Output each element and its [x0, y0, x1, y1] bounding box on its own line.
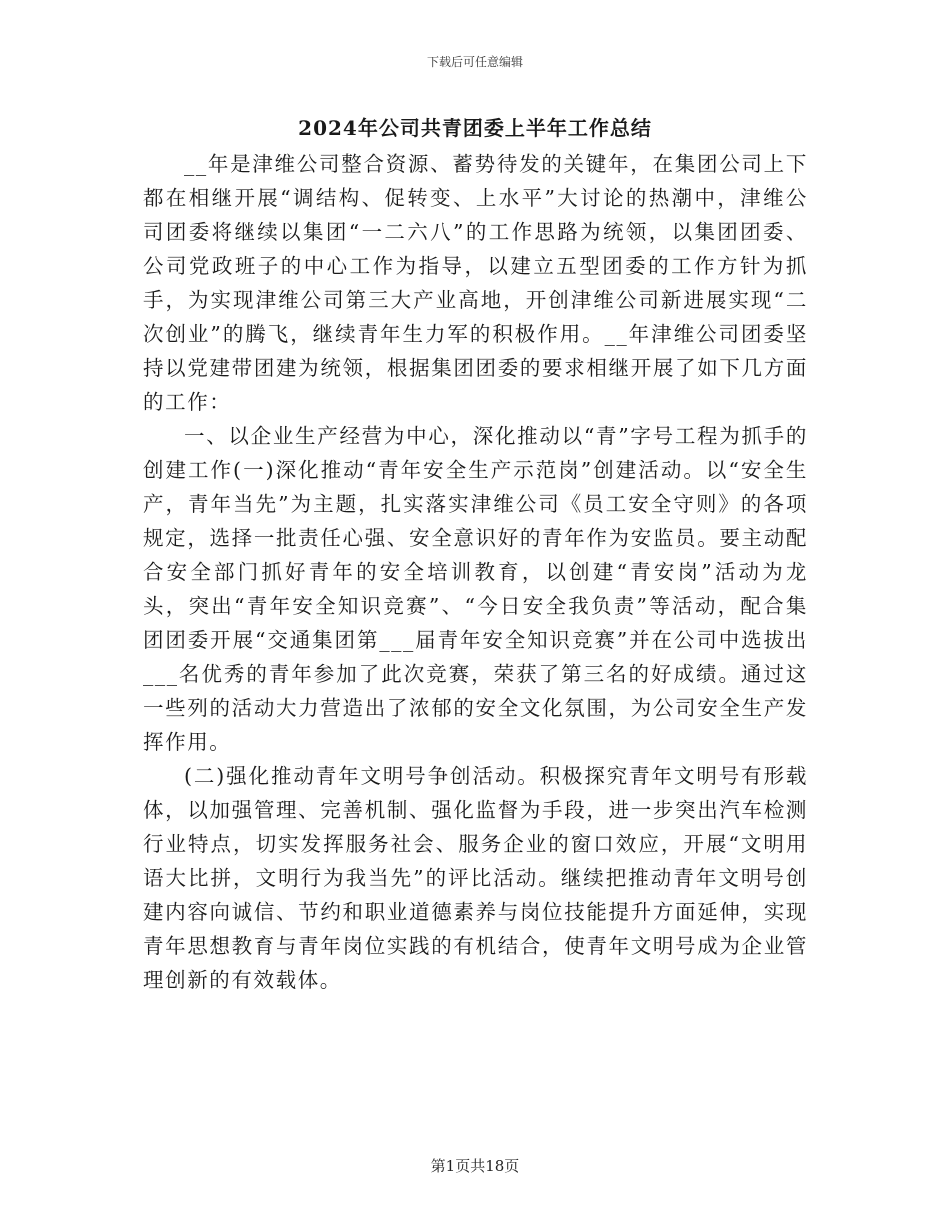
page-footer: 第1页共18页: [430, 1157, 520, 1175]
paragraph-section-two: (二)强化推动青年文明号争创活动。积极探究青年文明号有形载体，以加强管理、完善机制、强化监督为手段，进一步突出汽车检测行业特点，切实发挥服务社会、服务企业的窗口效应，开展“文明用语大比拼，文明行为我当先”的评比活动。继续把推动青年文明号创建内容向诚信、节约和职业道德素养与岗位技能提升方面延伸，实现青年思想教育与青年岗位实践的有机结合，使青年文明号成为企业管理创新的有效载体。: [143, 764, 808, 992]
paragraph-intro: __年是津维公司整合资源、蓄势待发的关键年，在集团公司上下都在相继开展“调结构、促转变、上水平”大讨论的热潮中，津维公司团委将继续以集团“一二六八”的工作思路为统领，以集团团委、公司党政班子的中心工作为指导，以建立五型团委的工作方针为抓手，为实现津维公司第三大产业高地，开创津维公司新进展实现“二次创业”的腾飞，继续青年生力军的积极作用。__年津维公司团委坚持以党建带团建为统领，根据集团团委的要求相继开展了如下几方面的工作：: [143, 152, 808, 414]
document-title: 2024年公司共青团委上半年工作总结: [298, 116, 652, 140]
document-body: [143, 147, 808, 997]
paragraph-section-one: 一、以企业生产经营为中心，深化推动以“青”字号工程为抓手的创建工作(一)深化推动“青年安全生产示范岗”创建活动。以“安全生产，青年当先”为主题，扎实落实津维公司《员工安全守则》的各项规定，选择一批责任心强、安全意识好的青年作为安监员。要主动配合安全部门抓好青年的安全培训教育，以创建“青安岗”活动为龙头，突出“青年安全知识竞赛”、“今日安全我负责”等活动，配合集团团委开展“交通集团第___届青年安全知识竞赛”并在公司中选拔出___名优秀的青年参加了此次竞赛，荣获了第三名的好成绩。通过这一些列的活动大力营造出了浓郁的安全文化氛围，为公司安全生产发挥作用。: [143, 424, 808, 754]
header-note: 下载后可任意编辑: [426, 55, 523, 69]
